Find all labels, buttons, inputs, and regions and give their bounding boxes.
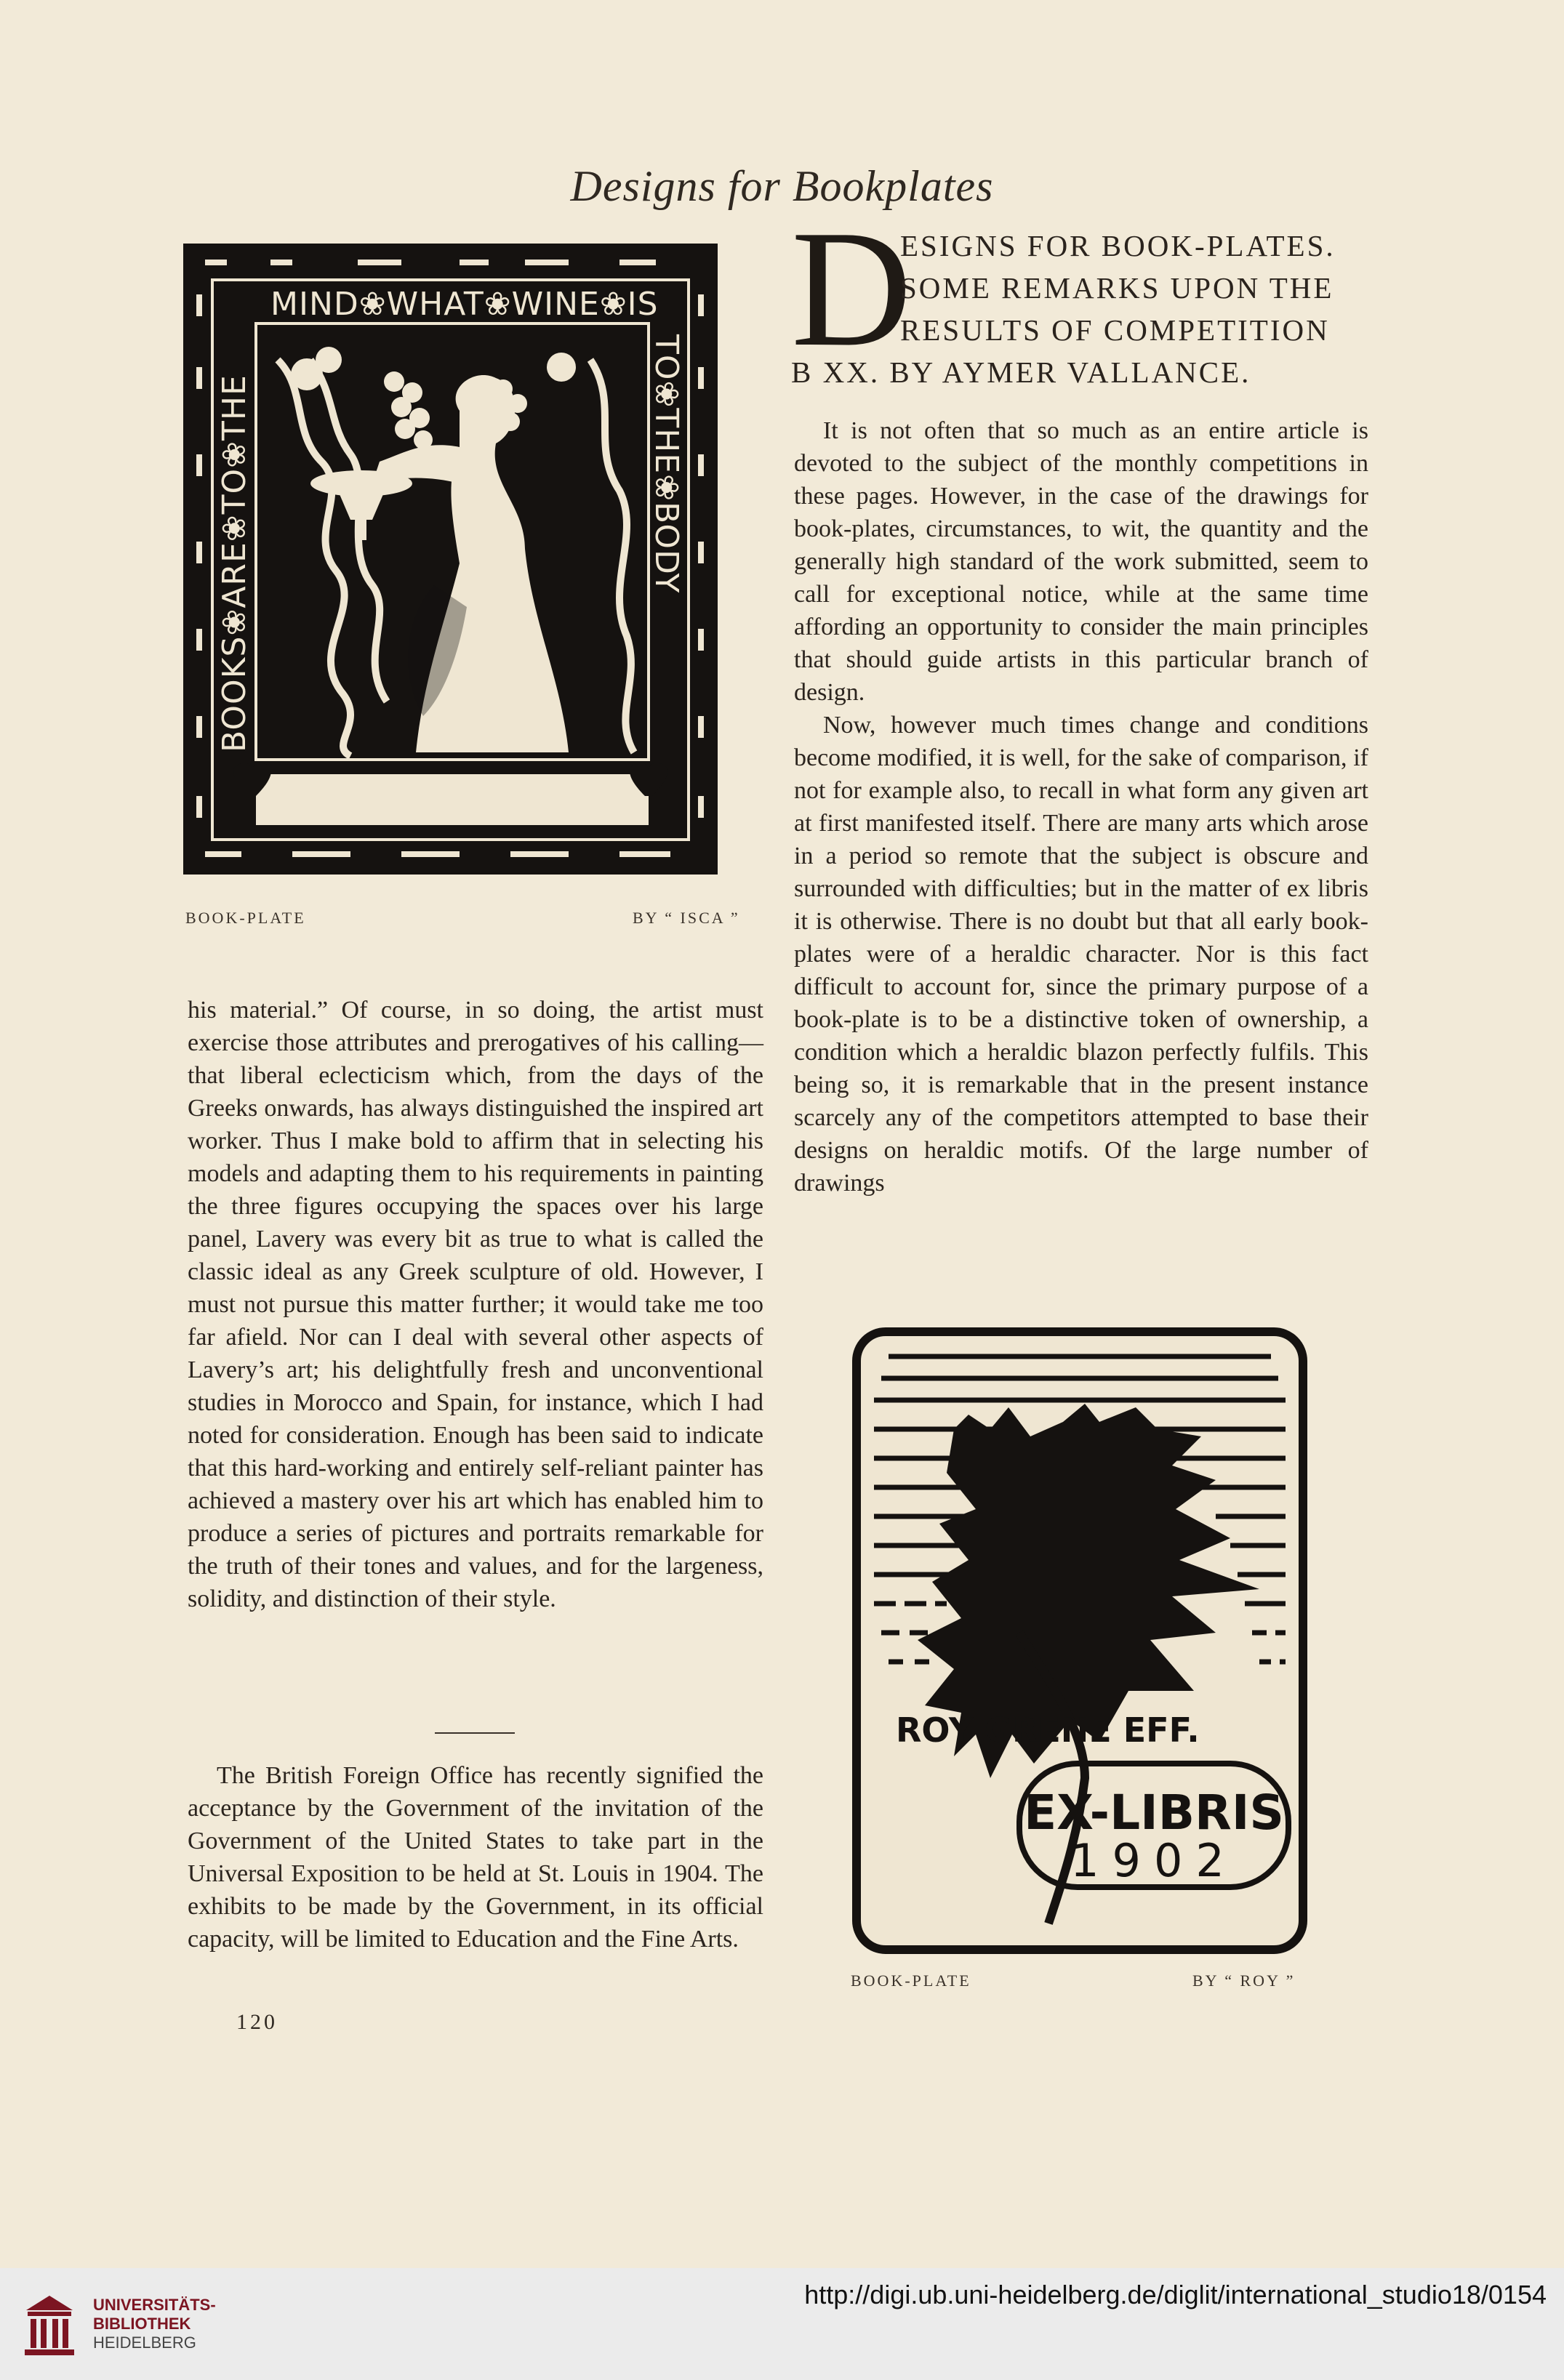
library-name: UNIVERSITÄTS- BIBLIOTHEK HEIDELBERG (93, 2296, 216, 2352)
bookplate-isca-illustration (183, 244, 718, 875)
exlibris-year: 1902 (1070, 1834, 1238, 1887)
article-headline (791, 196, 1373, 393)
bookplate-caption-label: BOOK-PLATE (185, 909, 306, 927)
bookplate-roy-illustration (852, 1327, 1307, 1954)
body-paragraph: The British Foreign Office has recently signified the acceptance by the Government of the invitation of the Government of the United States to take part in the Universal Exposition to be held at St. Louis in 1904. The exhibits to be made by the Government, in its official capacity, will be limited to Education and the Fine Arts. (188, 1762, 763, 1953)
heidelberg-library-logo-icon (13, 2290, 86, 2363)
source-url-link[interactable]: http://digi.ub.uni-heidelberg.de/diglit/international_studio18/0154 (804, 2280, 1547, 2309)
section-divider (435, 1732, 515, 1734)
roy-monogram: ROY GRENE EFF. (896, 1710, 1200, 1750)
headline-line-3: RESULTS OF COMPETITION (900, 313, 1330, 347)
article-body-left (188, 994, 763, 1615)
bookplate-caption-artist: BY “ ROY ” (1192, 1971, 1296, 1990)
library-footer (0, 2268, 1564, 2380)
exlibris-text: EX-LIBRIS (1024, 1785, 1284, 1841)
running-head: Designs for Bookplates (570, 162, 994, 210)
headline-line-2: SOME REMARKS UPON THE (900, 271, 1334, 305)
body-paragraph: Now, however much times change and conditions become modified, it is well, for the sake of comparison, if not for example also, to recall in what form any given art at first manifested itself. There are many arts which arose in a period so remote that the subject is obscure and surrounded with difficulties; but in the matter of ex libris it is otherwise. There is no doubt but that all early book-plates were of a heraldic character. Nor is this fact difficult to account for, since the primary purpose of a book-plate is to be a distinctive token of ownership, a condition which a heraldic blazon perfectly fulfils. This being so, it is remarkable that in the present instance scarcely any of the competitors attempted to base their designs on heraldic motifs. Of the large number of drawings (794, 712, 1368, 1197)
body-paragraph: It is not often that so much as an entire article is devoted to the subject of the monthly competitions in these pages. However, in the case of the drawings for book-plates, circumstances, to wit, the quantity and the generally high standard of the work submitted, seem to call for exceptional notice, while at the same time affording an opportunity to consider the main principles that should guide artists in this particular branch of design. (794, 417, 1368, 706)
body-paragraph: his material.” Of course, in so doing, the artist must exercise those attributes and prerogatives of his calling—that liberal eclecticism which, from the days of the Greeks onwards, has always distinguished the inspired art worker. Thus I make bold to affirm that in selecting his models and adapting them to his requirements in painting the three figures occupying the spaces over his large panel, Lavery was every bit as true to what is called the classic ideal as any Greek sculpture of old. However, I must not pursue this matter further; it would take me too far afield. Nor can I deal with several other aspects of Lavery’s art; his delightfully fresh and unconventional studies in Morocco and Spain, for instance, which I had noted for consideration. Enough has been said to indicate that this hard-working and entirely self-reliant painter has achieved a mastery over his art which has enabled him to produce a series of pictures and portraits remarkable for the truth of their tones and values, and for the largeness, solidity, and distinction of their style. (188, 997, 763, 1612)
headline-line-4: B XX. BY AYMER VALLANCE. (791, 355, 1251, 389)
drop-cap: D (791, 196, 913, 381)
article-body-right (794, 414, 1368, 1199)
plate-border-left-text: BOOKS❀ARE❀TO❀THE (216, 374, 253, 752)
news-note (188, 1759, 763, 1955)
headline-line-1: ESIGNS FOR BOOK-PLATES. (900, 229, 1336, 262)
plate-border-top-text: MIND❀WHAT❀WINE❀IS (270, 286, 659, 323)
bookplate-caption-artist: BY “ ISCA ” (633, 909, 740, 927)
plate-border-right-text: TO❀THE❀BODY (648, 334, 685, 594)
page-number: 120 (236, 2010, 278, 2034)
bookplate-caption-label: BOOK-PLATE (851, 1971, 971, 1990)
